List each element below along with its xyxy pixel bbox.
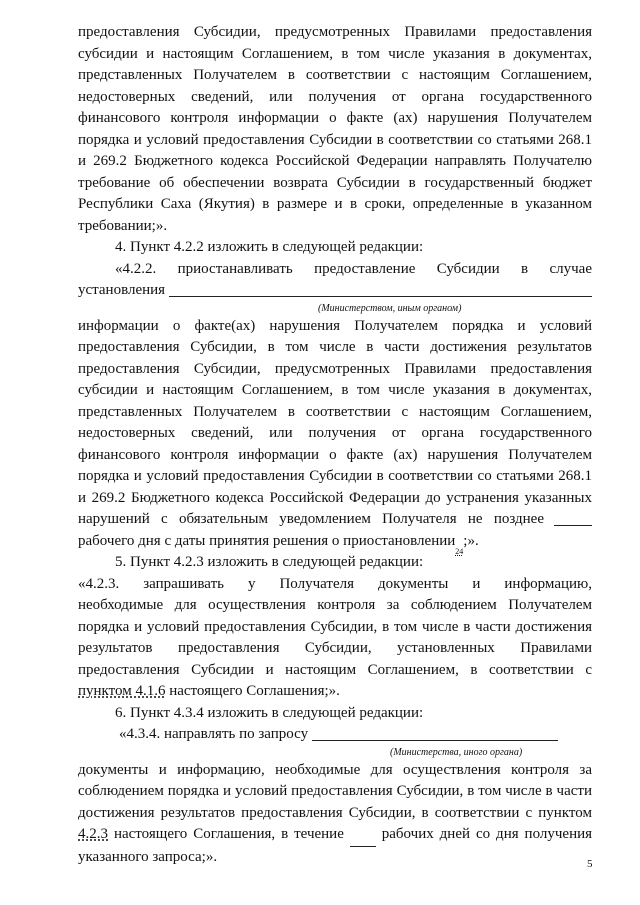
paragraph-line-last: рабочего дня с даты принятия решения о приостановлении 24 ;». (78, 532, 479, 556)
blank-field-working-days (554, 525, 592, 526)
paragraph-line: представленных Получателем в соответствии с настоящим Соглашением, (78, 67, 592, 83)
paragraph-line: документы и информацию, необходимые для осуществления контроля за (78, 761, 592, 778)
paragraph-suspension (78, 316, 592, 531)
paragraph-line: информации о факте(ах) нарушения Получателем порядка и условий (78, 317, 592, 334)
blank-field-authority (169, 296, 592, 297)
caption-ministry-text: (Министерства, иного органа) (390, 746, 523, 758)
item-4-heading: 4. Пункт 4.2.2 изложить в следующей редакции: (115, 239, 424, 255)
paragraph-line: необходимые для осуществления контроля за соблюдением Получателем (78, 597, 592, 613)
paragraph-line: финансового контроля информации о факте (ах) нарушения Получателем (78, 446, 592, 463)
paragraph-line: соблюдением порядка и условий предоставления Субсидии, в том числе в части (78, 783, 592, 799)
item-6-line (78, 724, 592, 746)
caption-authority-text: (Министерством, иным органом) (318, 302, 462, 314)
paragraph-line: порядка и условий предоставления Субсидии в соответствии со статьями 268.1 (78, 131, 592, 148)
paragraph-send-documents (78, 760, 592, 825)
blank-field-ministry (312, 740, 558, 741)
paragraph-line-text: настоящего Соглашения;». (165, 683, 340, 699)
clause-link-4-2-3[interactable]: 4.2.3 (78, 826, 108, 842)
paragraph-line-text: настоящего Соглашения, в течение (113, 826, 344, 842)
paragraph-line: порядка и условий предоставления Субсидии в соответствии со статьями 268.1 (78, 468, 592, 484)
paragraph-line: субсидии и настоящим Соглашением, в том числе указания в документах, (78, 382, 592, 398)
clause-link-4-1-6[interactable]: пунктом 4.1.6 (78, 683, 166, 699)
document-page (78, 22, 592, 868)
paragraph-line: недостоверных сведений, или получения от органа государственного (78, 88, 592, 105)
paragraph-line-end: ;». (463, 532, 479, 549)
paragraph-request-documents (78, 574, 592, 682)
paragraph-line: требование об обеспечении возврата Субсидии в государственный бюджет (78, 174, 592, 191)
paragraph-line (78, 824, 592, 847)
item-4-establishment-line (78, 280, 592, 302)
paragraph-line: недостоверных сведений, или получения от органа государственного (78, 425, 592, 441)
item-4-line: «4.2.2. приостанавливать предоставление Субсидии в случае (115, 260, 592, 277)
paragraph-line-last (78, 681, 592, 703)
paragraph-line: Республики Саха (Якутия) в размере и в сроки, определенные в указанном (78, 196, 592, 212)
paragraph-line: предоставления Субсидии, предусмотренных Правилами предоставления (78, 24, 592, 40)
item-6-text: «4.3.4. направлять по запросу (119, 726, 309, 742)
paragraph-line: и 269.2 Бюджетного кодекса Российской Федерации до устранения указанных (78, 489, 592, 506)
paragraph-line: предоставления Субсидии, в том числе в части достижения результатов (78, 339, 592, 355)
blank-field-days (350, 824, 376, 847)
page-number: 5 (587, 858, 593, 870)
paragraph-line: «4.2.3. запрашивать у Получателя документы и информацию, (78, 575, 592, 592)
paragraph-line-last: указанного запроса;». (78, 848, 218, 865)
paragraph-line: порядка и условий предоставления Субсидии, в том числе в части достижения (78, 618, 592, 635)
paragraph-line: представленных Получателем в соответствии с настоящим Соглашением, (78, 403, 592, 420)
paragraph-line: результатов предоставления Субсидии, установленных Правилами (78, 640, 592, 656)
caption-authority (78, 302, 592, 316)
item-4-establishment-label: установления (78, 282, 166, 298)
paragraph-return-requirement (78, 22, 592, 216)
item-5-heading: 5. Пункт 4.2.3 изложить в следующей редакции: (115, 554, 424, 570)
paragraph-line: требовании;». (78, 217, 168, 234)
paragraph-line (78, 509, 592, 531)
paragraph-line: достижения результатов предоставления Субсидии, в соответствии с пунктом (78, 804, 592, 821)
paragraph-line: и 269.2 Бюджетного кодекса Российской Федерации направлять Получателю (78, 153, 592, 169)
paragraph-line: субсидии и настоящим Соглашением, в том числе указания в документах, (78, 45, 592, 62)
paragraph-line-text: рабочего дня с даты принятия решения о приостановлении (78, 532, 456, 549)
item-6-heading: 6. Пункт 4.3.4 изложить в следующей редакции: (115, 704, 424, 721)
paragraph-line: предоставления Субсидии и настоящим Соглашением, в соответствии с (78, 661, 592, 678)
paragraph-line-text: рабочих дней со дня получения (381, 826, 593, 842)
caption-ministry (78, 746, 592, 760)
paragraph-line: финансового контроля информации о факте (ах) нарушения Получателем (78, 110, 592, 126)
paragraph-line: предоставления Субсидии, предусмотренных Правилами предоставления (78, 360, 592, 377)
paragraph-line-text: нарушений с обязательным уведомлением Получателя не позднее (78, 511, 544, 527)
